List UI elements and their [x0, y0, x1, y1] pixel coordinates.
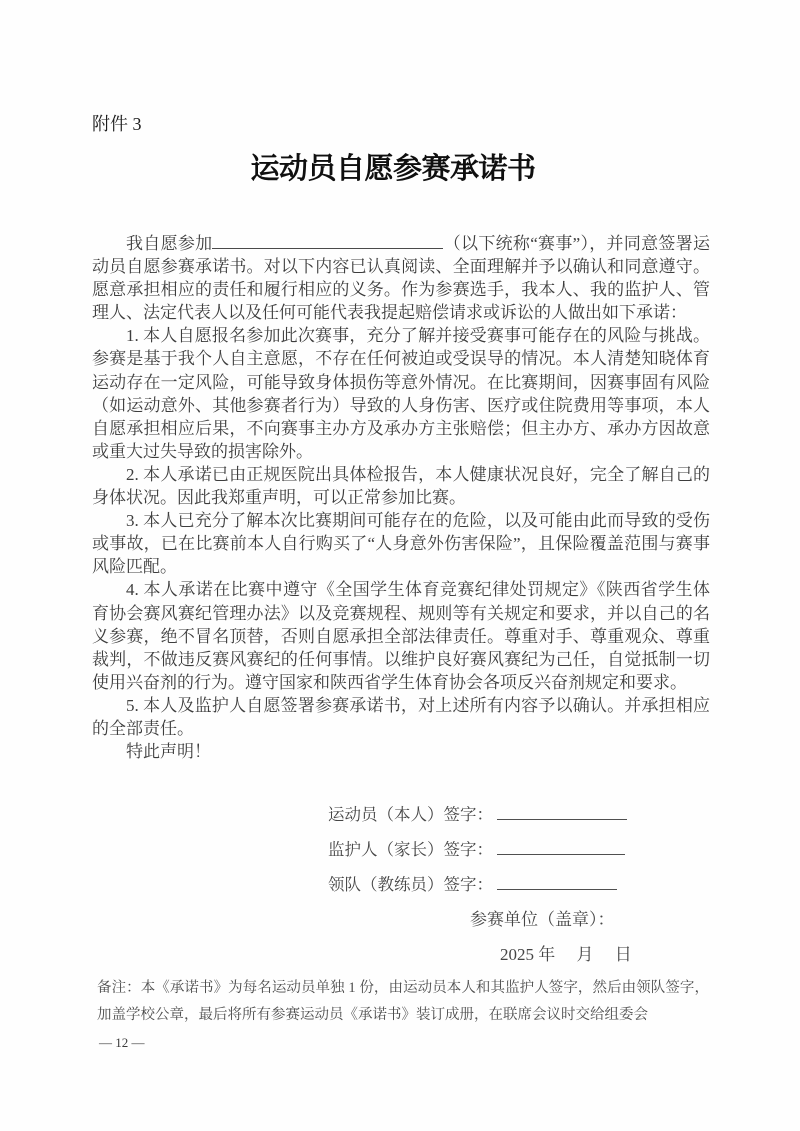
- athlete-signature-line: [497, 803, 627, 821]
- page-title: 运动员自愿参赛承诺书: [250, 153, 536, 185]
- clause-2: 2. 本人承诺已由正规医院出具体检报告，本人健康状况良好，完全了解自己的身体状况。因此我郑重声明，可以正常参加比赛。: [92, 464, 710, 508]
- date-line: 2025 年 月 日: [500, 945, 632, 964]
- closing-statement: 特此声明！: [126, 742, 211, 762]
- clause-5: 5. 本人及监护人自愿签署参赛承诺书，对上述所有内容予以确认。并承担相应的全部责任。: [92, 695, 710, 738]
- intro-rest: （以下统称“赛事”），并同意签署运动员自愿参赛承诺书。对以下内容已认真阅读、全面理解并予以确认和同意遵守。愿意承担相应的责任和履行相应的义务。作为参赛选手，我本人、我的监护人、管理人、法定代表人以及任何可能代表我提起赔偿请求或诉讼的人做出如下承诺：: [92, 234, 711, 323]
- athlete-signature-label: 运动员（本人）签字：: [328, 805, 493, 824]
- footnote: 备注：本《承诺书》为每名运动员单独 1 份，由运动员本人和其监护人签字，然后由领队签字，加盖学校公章，最后将所有参赛运动员《承诺书》装订成册，在联席会议时交给组委会: [97, 980, 709, 1023]
- intro-paragraph: [92, 231, 710, 324]
- guardian-signature-label: 监护人（家长）签字：: [328, 840, 493, 859]
- event-name-blank: [212, 231, 443, 249]
- leader-signature-row: [92, 867, 710, 902]
- leader-signature-line: [497, 873, 617, 891]
- attachment-label: 附件 3: [92, 114, 142, 134]
- guardian-signature-line: [497, 838, 625, 856]
- clause-1: 1. 本人自愿报名参加此次赛事，充分了解并接受赛事可能存在的风险与挑战。参赛是基于我个人自主意愿，不存在任何被迫或受误导的情况。本人清楚知晓体育运动存在一定风险，可能导致身体损伤等意外情况。在比赛期间，因赛事固有风险（如运动意外、其他参赛者行为）导致的人身伤害、医疗或住院费用等事项，本人自愿承担相应后果，不向赛事主办方及承办方主张赔偿；但主办方、承办方因故意或重大过失导致的损害除外。: [92, 326, 710, 461]
- clause-4: 4. 本人承诺在比赛中遵守《全国学生体育竞赛纪律处罚规定》《陕西省学生体育协会赛风赛纪管理办法》以及竞赛规程、规则等有关规定和要求，并以自己的名义参赛，绝不冒名顶替，否则自愿承担全部法律责任。尊重对手、尊重观众、尊重裁判，不做违反赛风赛纪的任何事情。以维护良好赛风赛纪为己任，自觉抵制一切使用兴奋剂的行为。遵守国家和陕西省学生体育协会各项反兴奋剂规定和要求。: [92, 580, 710, 692]
- clause-3: 3. 本人已充分了解本次比赛期间可能存在的危险，以及可能由此而导致的受伤或事故，已在比赛前本人自行购买了“人身意外伤害保险”，且保险覆盖范围与赛事风险匹配。: [92, 511, 710, 577]
- unit-seal-label: 参赛单位（盖章）：: [470, 910, 615, 929]
- document-body: [92, 231, 710, 763]
- intro-lead: 我自愿参加: [126, 234, 213, 253]
- leader-signature-label: 领队（教练员）签字：: [328, 875, 493, 894]
- guardian-signature-row: [92, 832, 710, 867]
- signature-block: [92, 797, 710, 902]
- athlete-signature-row: [92, 797, 710, 832]
- page-number: — 12 —: [99, 1035, 145, 1050]
